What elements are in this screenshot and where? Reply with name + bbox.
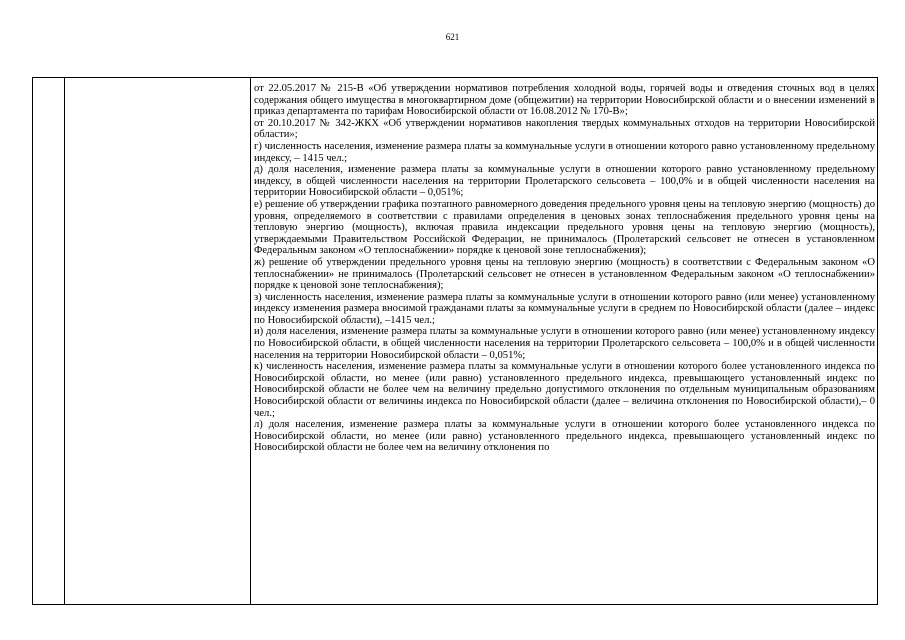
paragraph: г) численность населения, изменение размера платы за коммунальные услуги в отношении которого равно установленному предельному индексу, – 1415 чел.; (254, 140, 875, 164)
paragraph: з) численность населения, изменение размера платы за коммунальные услуги в отношении которого равно (или менее) установленному индексу изменения размера вносимой гражданами платы за коммунальные услуги в среднем по Новосибирской области (далее – индекс по Новосибирской области), –1415 чел.; (254, 291, 875, 326)
paragraph: ж) решение об утверждении предельного уровня цены на тепловую энергию (мощность) в соответствии с Федеральным законом «О теплоснабжении» не принималось (Пролетарский сельсовет не отнесен в установленном Федеральным законом «О теплоснабжении» порядке к ценовой зоне теплоснабжения); (254, 256, 875, 292)
paragraph: от 22.05.2017 № 215-В «Об утверждении нормативов потребления холодной воды, горячей воды и отведения сточных вод в целях содержания общего имущества в многоквартирном доме (общежитии) на территории Новосибирской области и о внесении изменений в приказ департамента по тарифам Новосибирской области от 16.08.2012 № 170-В»; (254, 83, 875, 118)
page-number: 621 (445, 32, 460, 42)
table-column-text (251, 78, 878, 604)
paragraph: к) численность населения, изменение размера платы за коммунальные услуги в отношении которого более установленного индекса по Новосибирской области, но менее (или равно) установленного предельного индекса, превышающего установленный индекс по Новосибирской области не более чем на величину предельно допустимого отклонения по отдельным муниципальным образованиям Новосибирской области от величины индекса по Новосибирской области (далее – величина отклонения по Новосибирской области),– 0 чел.; (254, 361, 875, 419)
content-table (32, 77, 878, 605)
paragraph: е) решение об утверждении графика поэтапного равномерного доведения предельного уровня цены на тепловую энергию (мощность) до уровня, определяемого в соответствии с правилами определения в ценовых зонах теплоснабжения предельного уровня цены на тепловую энергию (мощность), включая правила индексации предельного уровня цены на тепловую энергию (мощность), утверждаемыми Правительством Российской Федерации, не принималось (Пролетарский сельсовет не отнесен в установленном Федеральным законом «О теплоснабжении» порядке к ценовой зоне теплоснабжения); (254, 198, 875, 257)
table-column-name (65, 78, 251, 604)
paragraph: от 20.10.2017 № 342-ЖКХ «Об утверждении нормативов накопления твердых коммунальных отходов на территории Новосибирской области»; (254, 117, 875, 141)
paragraph: и) доля населения, изменение размера платы за коммунальные услуги в отношении которого равно (или менее) установленному индексу по Новосибирской области, в общей численности населения на территории Пролетарского сельсовета – 100,0% и в общей численности населения на территории Новосибирской области – 0,051%; (254, 326, 875, 361)
table-column-number (33, 78, 65, 604)
paragraph: л) доля населения, изменение размера платы за коммунальные услуги в отношении которого более установленного индекса по Новосибирской области, но менее (или равно) установленного предельного индекса, превышающего установленный индекс по Новосибирской области не более чем на величину отклонения по (254, 419, 875, 454)
paragraph: д) доля населения, изменение размера платы за коммунальные услуги в отношении которого равно установленному предельному индексу, в общей численности населения на территории Пролетарского сельсовета – 100,0% и в общей численности населения на территории Новосибирской области – 0,051%; (254, 164, 875, 199)
